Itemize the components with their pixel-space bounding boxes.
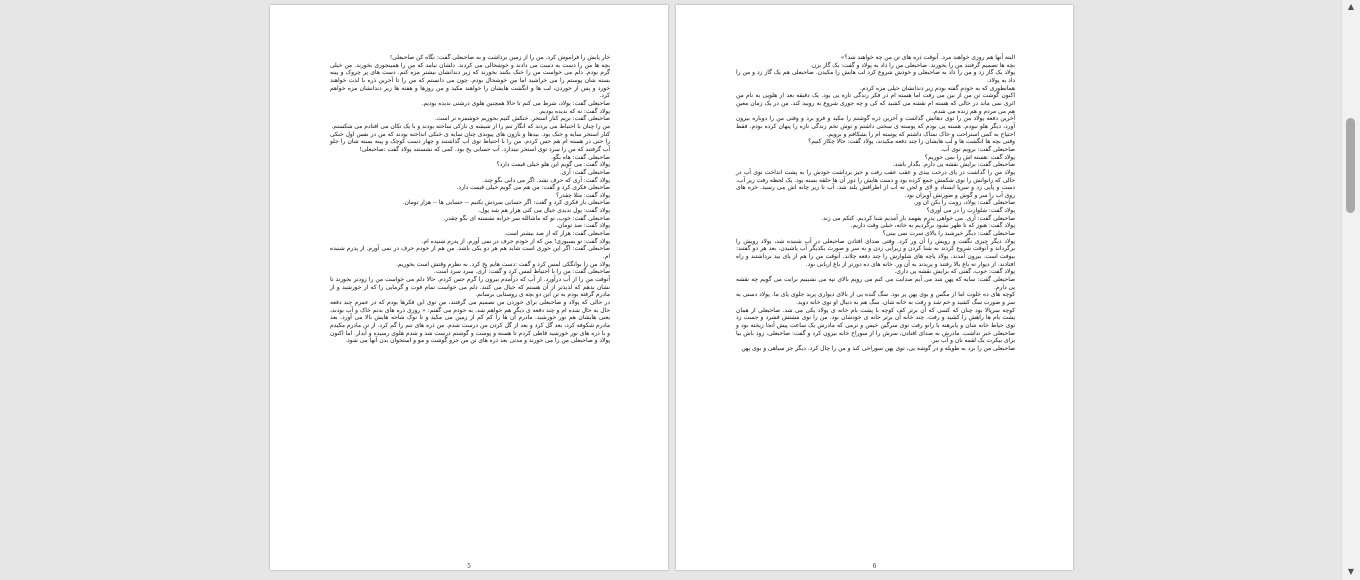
- paragraph: پولاد من را گذاشت در پای درخت بیدی و عقب عقب رفت و خیز برداشت خودش را به پشت انداخت توی آب در حالی که زانوانش را توی شکمش جمع کرده بود و دست هایش را دور آن ها حلقه بسته بود. یک لحظه رفت زیر آب، دست و پایی زد و سرپا ایستاد و لای و لجن ته آب از اطرافش بلند شد. آب تا زیر چانه اش می رسید. خزه های روی آب را سر و گوش و صورتش آویزان بود.: [736, 169, 1015, 199]
- paragraph: صاحبعلی فکری کرد و گفت: من هم می گویم خیلی قیمت دارد.: [456, 185, 610, 192]
- paragraph: خار پایش را فراموش کرد. من را از زمین برداشت و به صاحبعلی گفت: نگاه کن صاحبعلی!: [389, 55, 610, 61]
- paragraph: پولاد دیگر چیزی نگفت و رویش را آن ور کرد. وقتی صدای افتادن صاحبعلی در آب شنیده شد، پولاد رویش را برگرداند و آنوقت شروع کردند به شنا کردن و زیرآبی زدن و به سر و صورت یکدیگر آب پاشیدن. بعد هر دو گفتند: بیوفت است. بیرون آمدند. پولاد پاچه های شلوارش را چند دفعه چلاند. آنوقت من را هم از پای بید برداشتند و راه افتادند. از دیوار ته باغ بالا رفتند و پریدند به آن ور. خانه های ده دورتر از باغ اربابی بود.: [736, 238, 1015, 268]
- paragraph: صاحبعلی من را برد به طویله و در گوشه یی، توی پهن سوراخی کند و من را چال کرد. دیگر جز سیاهی و بوی پهن: [741, 345, 1015, 352]
- page-6-text: [736, 55, 1015, 354]
- paragraph: پولاد گفت: پول ندیدی خیال می کنی هزار هم شد پول.: [478, 208, 610, 215]
- page-6: [676, 5, 1073, 570]
- page-number: 6: [872, 563, 877, 570]
- paragraph: صاحبعلی باز فکری کرد و گفت: اگر حسابی سردش بکنیم -- حسابی ها -- هزار تومان.: [402, 200, 610, 207]
- page-5: [270, 5, 668, 570]
- paragraph: پولاد گفت: هنوز که تا ظهر نشود برگردیم به خانه، خیلی وقت داریم.: [850, 223, 1015, 230]
- paragraph: پولاد گفت: آری که حرف نشد. اگر می دانی بگو چند.: [482, 177, 610, 184]
- paragraph: پولاد گفت: صد تومان.: [556, 223, 610, 230]
- paragraph: کوچه سرپالا بود چنان که کسی که آن برتر کف کوچه با پشت بام خانه ی پولاد یکی می شد. صاحبعلی از همان پشت بام ها راهش را کشید و رفت. چند خانه آن برتر خانه ی خودشان بود. من را توی مشتش فشرد و جست زد توی حیاط خانه شان و پابرهنه با رانو رفت توی سرگین خیس و نرمی که مادرش یک ساعت پیش آنجا ریخته بود و صاحبعلی خبر نداشت. مادرش به صدای افتادن، سرش را از سوراخ خانه بیرون کرد و گفت: صاحبعلی، زود باش بیا برای بیکرت یک لقمه نان و آب ببر.: [736, 307, 1015, 345]
- paragraph: صاحبعلی گفت: هاه بگو.: [551, 154, 610, 161]
- paragraph: صاحبعلی گفت: من را با احتیاط لمس کرد و گفت: آری. سرد سرد است.: [433, 269, 610, 276]
- paragraph: پولاد گفت: می گویم این هلو خیلی قیمت دارد؟: [496, 162, 610, 169]
- paragraph: آخرین دفعه پولاد من را توی دهانش گذاشت و آخرین ذره گوشتم را مکید و قرو برد و وقتی من را دوباره بیرون آورد، دیگر هلو نبودم. هسته یی بودم که پوسته ی سختی داشتم و توش تخم زندگی تازه را پنهان کرده بودم. فقط احتیاج به کمی استراحت و خاک نمناک داشتم که پوسته ام را بشکافم و برویم.: [736, 116, 1015, 138]
- scroll-thumb[interactable]: [1346, 118, 1355, 213]
- paragraph: پولاد گفت: تو بسبوزی! من که از خودم حرف در نمی آورم. از پدرم شنیده ام.: [421, 238, 610, 245]
- paragraph: صاحبعلی گفت: پولاد، شرط می کنم تا حالا همچنین هلوی درشتی ندیده بودیم.: [421, 100, 610, 107]
- paragraph: بچه ها تصمیم گرفتند من را بخورند. صاحبعلی من را داد به پولاد و گفت: یک گاز بزن.: [810, 62, 1015, 69]
- paragraph: پولاد گفت: خوب، گفتی که برایش نقشه یی داری.: [894, 269, 1015, 276]
- paragraph: وقتی بچه ها انگشت ها و لب هایشان را چند دفعه مکیدند، پولاد گفت: حالا چکار کنیم؟: [808, 139, 1015, 146]
- paragraph: البته آنها هم روزی خواهند مرد. آنوقت ذره های تن من چه خواهند شد؟»: [840, 55, 1015, 61]
- paragraph: پولاد گفت: شلوارت را در می آوری؟: [926, 208, 1015, 215]
- paragraph: صاحبعلی گفت: خوب، تو که ماشالله سر خزانه نشسته ای بگو چقدر.: [443, 215, 610, 222]
- paragraph: صاحبعلی گفت: برایش نقشه یی دارم. بگذار باشد.: [892, 162, 1015, 169]
- paragraph: کنار استخر سایه و خنک بود. بیدها و نارون های پیوندی چنان سایه ی خنکی انداخته بودند که من در نفس اول خنکی را حتی در هسته ام هم حس کردم. من را با احتیاط توی آب گذاشتند و چهار دست کوچک و پینه بسته شان را جلو آب گرفتند که من را سرد توی استخر نیندازد. آب حسابی یخ بود. کمی که نشستند پولاد گفت :صاحبعلی!: [330, 131, 610, 153]
- paragraph: پولاد یک گاز زد و من را داد به صاحبعلی و خودش شروع کرد لب هایش را مکیدن. صاحبعلی هم یک گاز زد و من را داد به پولاد.: [736, 70, 1015, 84]
- paragraph: پولاد گفت :هسته اش را نمی خوریم؟: [924, 154, 1015, 161]
- paragraph: صاحبعلی گفت: اگر این حوری است شاید هم هر دو یکی باشد. من هم از خودم حرف در نمی آورم. از پدرم شنیده ام.: [330, 246, 610, 261]
- paragraph: صاحبعلی گفت: برویم توی آب.: [940, 146, 1015, 153]
- paragraph: اکنون گوشت تن من از بین می رفت اما هسته ام در فکر زندگی تازه یی بود. یک دقیقه بعد از هلویی به نام من اثری نمی ماند در حالی که هسته ام نقشه می کشید که کی و چه جوری شروع به رویید کند. من در یک زمان معین هم می مردم و هم زنده می شدم.: [736, 93, 1015, 115]
- scroll-down-arrow-icon[interactable]: ▼: [1347, 567, 1355, 576]
- paragraph: پولاد من را بوانگکی لمس کرد و گفت :دست هایم یخ کرد. به نظرم وقتش است بخوریم.: [396, 261, 610, 268]
- paragraph: صاحبعلی گفت: پولاد، رویت را بکن آن ور.: [913, 200, 1015, 207]
- paragraph: صاحبعلی گفت: آری.: [559, 169, 610, 176]
- paragraph: من را چنان با احتیاط می بردند که انگار تنم را از شیشه ی نازکی ساخته بودند و با یک تکان می افتادم می شکستم.: [331, 123, 610, 130]
- paragraph: آنوقت من را از آب درآورد. از آب که درآمدم بیرون را گرم حس کردم. حالا دلم می خواست من را زودتر بخورند تا نشان بدهم که لذیذتر از آن هستم که خیال می کنند. دلم می خواست تمام قوت و گرمایی را که از خورشید و از مادرم گرفته بودم به تن این دو بچه ی روستایی برسانم.: [330, 277, 610, 299]
- page-5-text: [330, 55, 610, 346]
- paragraph: پولاد گفت: نه که ندیده بودیم.: [538, 108, 610, 115]
- paragraph: بچه ها من را دست به دست می دادند و خوشحالی می کردند. دلشان نیامد که من را همینجوری بخورند. من خیلی گرم بودم. دلم می خواست من را خنک بکنند بخورند که زیر دندانشان بیشتر مزه کنم. دست های پر چروک و پینه بسته شان پوستم را می خراشید اما من خوشحال بودم. چون می دانستم که من را تا آخرین ذره با لذت خواهند خورد و پس از خوردن، لب ها و انگشت هایشان را خواهند مکید و من روزها و هفته ها زیر دندانشان مزه خواهم کرد.: [330, 62, 610, 100]
- paragraph: صاحبعلی گفت: آری. می خواهی پدرم بفهمد باز آمدیم شنا کردیم. کتکم می زند.: [821, 215, 1015, 222]
- page-number: 5: [467, 563, 471, 570]
- paragraph: همانطوری که به خودم گفته بودم زیر دندانشان خیلی مزه کردم.: [859, 85, 1015, 92]
- vertical-scrollbar[interactable]: [1341, 0, 1360, 580]
- scroll-up-arrow-icon[interactable]: ▲: [1347, 2, 1355, 11]
- paragraph: صاحبعلی گفت: هزار که از صد بیشتر است.: [504, 231, 610, 238]
- paragraph: صاحبعلی گفت: دیگر خیرشید را بالای سرت نمی بینی؟: [882, 231, 1015, 238]
- paragraph: صاحبعلی گفت: بریم کنار استخر. خنکش کنیم بخوریم خوشمزه تر است.: [435, 116, 610, 123]
- paragraph: پولاد گفت: مثلا چقدر؟: [556, 192, 610, 199]
- paragraph: در حالی که پولاد و صاحبعلی برای خوردن من تصمیم می گرفتند، من توی این فکرها بودم که در عمرم چند دفعه حال به حال شده ام و چند دفعه ی دیگر هم خواهم شد. به خودم می گفتم: « روزی ذره های بدنم خاک و آب بودند، یعنی هایشان هم نور خورشید. مادرم آن ها را کم کم از زمین می مکید و تا نوک شاخه هایش بالا می آورد. بعد مادرم شکوفه کرد، بعد گل کرد و بعد از گل کردن من درست شدم. من ذره های تنم را گم کرد. از تن مادرم مکیدم و با ذره های نور خورشید قاطی کردم تا هسته و پوست و گوشتم درست شد و شدم هلوی رسیده و آبدار. اما اکنون پولاد و صاحبعلی من را می خورند و مدتی بعد ذره های تن من جزو گوشت و مو و استخوان بدن آنها می شود.: [330, 300, 610, 345]
- paragraph: کوچه های ده خلوت اما از مگس و بوی پهن پر بود. سگ گنده یی از بالای دیواری پرید جلوی پای ما. پولاد دستی به سر و صورت سگ کشید و خم شد و رفت به خانه شان. سگ هم به دنبال او توی خانه دوید.: [736, 292, 1015, 306]
- paragraph: صاحبعلی گفت: سایه که پهن شد می آیم صدایت می کنم می رویم بالای تپه می نشینیم برایت می گویم چه نقشه یی دارم.: [736, 277, 1015, 291]
